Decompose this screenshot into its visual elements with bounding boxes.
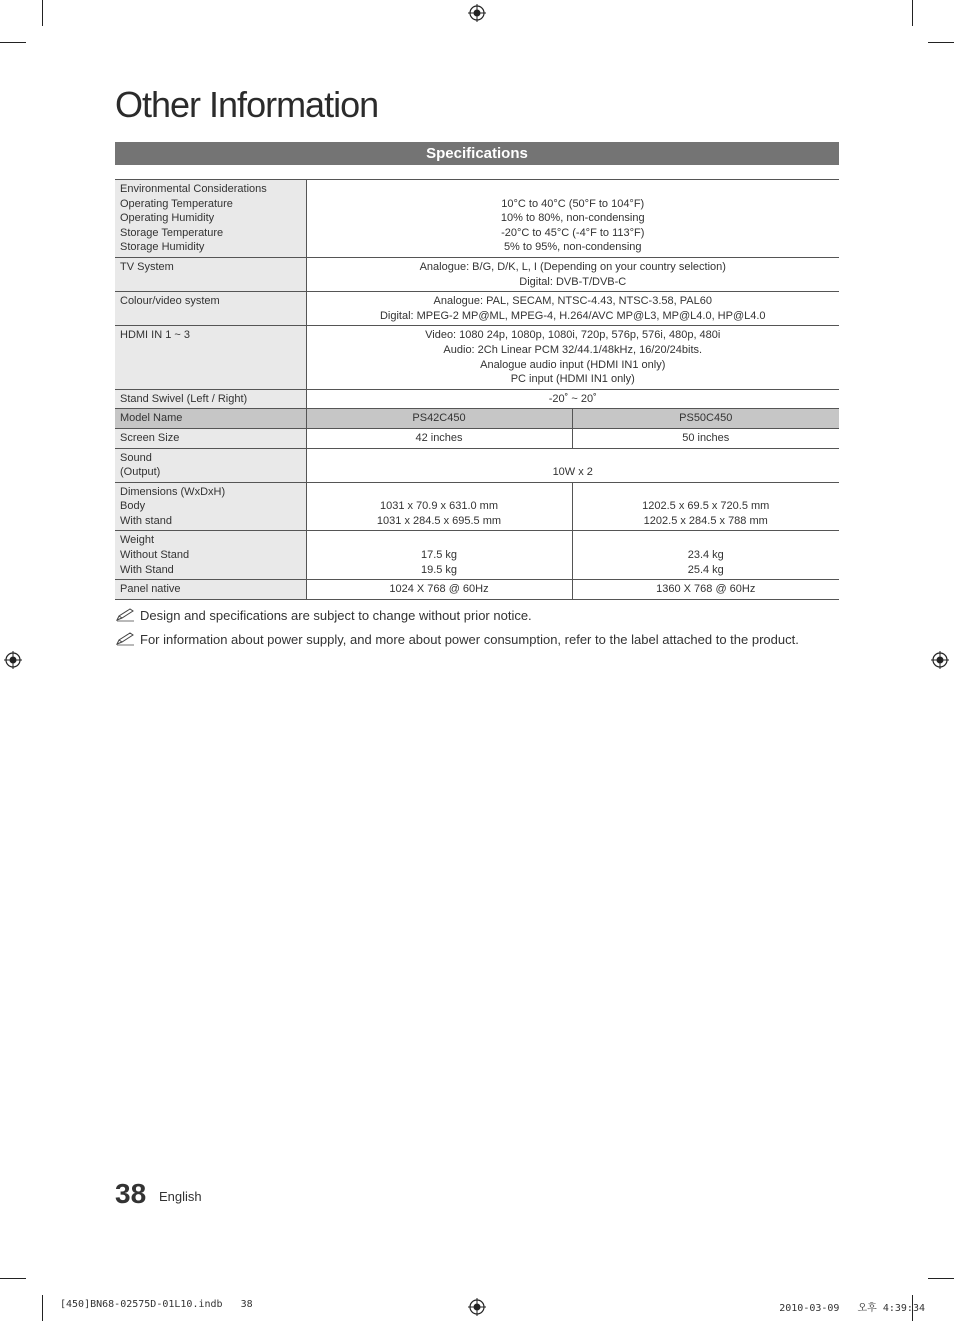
dimensions-model2-cell <box>572 482 839 531</box>
row-label: (Output) <box>120 466 161 479</box>
row-label: TV System <box>115 257 306 291</box>
cell-value: Audio: 2Ch Linear PCM 32/44.1/48kHz, 16/20/24bits. <box>443 343 703 356</box>
model-name-cell: PS50C450 <box>572 409 839 429</box>
crop-mark <box>912 0 913 26</box>
weight-model2-cell <box>572 531 839 580</box>
table-row <box>115 531 839 580</box>
weight-label-cell <box>115 531 306 580</box>
cell-value: 19.5 kg <box>420 563 458 576</box>
cell-value: 1031 x 70.9 x 631.0 mm <box>379 500 498 513</box>
table-row <box>115 448 839 482</box>
row-label: With stand <box>120 514 172 527</box>
row-label: Screen Size <box>115 428 306 448</box>
row-label: Sound <box>120 451 152 464</box>
row-label: With Stand <box>120 563 174 576</box>
footer-file-name: [450]BN68-02575D-01L10.indb 38 <box>60 1299 253 1310</box>
row-label: Panel native <box>115 580 306 600</box>
note-text: For information about power supply, and more about power consumption, refer to the label attached to the product. <box>140 631 799 647</box>
crop-mark <box>42 0 43 26</box>
cell-value: 10% to 80%, non-condensing <box>500 212 645 225</box>
dimensions-label-cell <box>115 482 306 531</box>
colour-video-value-cell <box>306 292 839 326</box>
row-label: Environmental Considerations <box>120 183 267 195</box>
cell-value: PC input (HDMI IN1 only) <box>510 373 635 386</box>
cell-value: 1031 x 284.5 x 695.5 mm <box>376 514 502 527</box>
table-row <box>115 326 839 389</box>
specifications-table <box>115 179 839 600</box>
row-label: Weight <box>120 534 155 547</box>
table-row <box>115 292 839 326</box>
row-label: Colour/video system <box>115 292 306 326</box>
table-row <box>115 409 839 429</box>
model-name-cell: PS42C450 <box>306 409 572 429</box>
table-row <box>115 580 839 600</box>
section-header: Specifications <box>115 142 839 165</box>
note-text: Design and specifications are subject to change without prior notice. <box>140 607 532 623</box>
row-label: Storage Humidity <box>120 241 205 254</box>
cell-value: -20°C to 45°C (-4°F to 113°F) <box>501 226 645 239</box>
table-row <box>115 257 839 291</box>
cell-value: 10W x 2 <box>306 448 839 482</box>
table-row <box>115 482 839 531</box>
row-label: HDMI IN 1 ~ 3 <box>115 326 306 389</box>
cell-value: 1202.5 x 69.5 x 720.5 mm <box>642 500 770 513</box>
registration-mark-icon <box>4 651 22 669</box>
cell-value: 10°C to 40°C (50°F to 104°F) <box>501 197 645 210</box>
crop-mark <box>0 1278 26 1279</box>
crop-mark <box>42 1295 43 1321</box>
sound-label-cell <box>115 448 306 482</box>
cell-value: 1024 X 768 @ 60Hz <box>306 580 572 600</box>
hdmi-value-cell <box>306 326 839 389</box>
cell-value: Analogue audio input (HDMI IN1 only) <box>480 358 666 371</box>
notes <box>115 603 855 651</box>
cell-value: 1202.5 x 284.5 x 788 mm <box>643 514 768 527</box>
table-row <box>115 180 839 258</box>
cell-value: Analogue: PAL, SECAM, NTSC-4.43, NTSC-3.58, PAL60 <box>433 295 712 308</box>
cell-value: 42 inches <box>306 428 572 448</box>
registration-mark-icon <box>931 651 949 669</box>
cell-value: 23.4 kg <box>687 549 724 562</box>
registration-mark-icon <box>468 1298 486 1316</box>
cell-value: 50 inches <box>572 428 839 448</box>
table-row <box>115 389 839 409</box>
crop-mark <box>928 1278 954 1279</box>
note-item <box>115 627 855 651</box>
note-item <box>115 603 855 627</box>
environment-value-cell <box>306 180 839 258</box>
pencil-note-icon <box>115 608 135 622</box>
page-title: Other Information <box>115 84 379 125</box>
cell-value: Video: 1080 24p, 1080p, 1080i, 720p, 576p, 576i, 480p, 480i <box>425 329 721 342</box>
footer-timestamp: 2010-03-09 오후 4:39:34 <box>779 1303 925 1314</box>
row-label: Storage Temperature <box>120 226 224 239</box>
environment-label-cell <box>115 180 306 258</box>
table-row <box>115 428 839 448</box>
cell-value: 25.4 kg <box>687 563 724 576</box>
row-label: Body <box>120 500 146 513</box>
dimensions-model1-cell <box>306 482 572 531</box>
crop-mark <box>0 42 26 43</box>
tv-system-value-cell <box>306 257 839 291</box>
registration-mark-icon <box>468 4 486 22</box>
cell-value: Digital: DVB-T/DVB-C <box>519 275 627 288</box>
row-label: Operating Humidity <box>120 212 215 225</box>
row-label: Stand Swivel (Left / Right) <box>115 389 306 409</box>
cell-value: Digital: MPEG-2 MP@ML, MPEG-4, H.264/AVC MP@L3, MP@L4.0, HP@L4.0 <box>379 309 766 322</box>
cell-value: 17.5 kg <box>420 549 458 562</box>
pencil-note-icon <box>115 632 135 646</box>
row-label: Without Stand <box>120 549 190 562</box>
cell-value: 5% to 95%, non-condensing <box>503 241 642 254</box>
page-language: English <box>159 1189 202 1204</box>
cell-value: Analogue: B/G, D/K, L, I (Depending on your country selection) <box>419 260 726 273</box>
crop-mark <box>928 42 954 43</box>
row-label: Model Name <box>115 409 306 429</box>
cell-value: 1360 X 768 @ 60Hz <box>572 580 839 600</box>
page-number: 38 <box>115 1178 147 1209</box>
weight-model1-cell <box>306 531 572 580</box>
row-label: Dimensions (WxDxH) <box>120 485 226 498</box>
cell-value: -20˚ ~ 20˚ <box>306 389 839 409</box>
row-label: Operating Temperature <box>120 197 233 210</box>
